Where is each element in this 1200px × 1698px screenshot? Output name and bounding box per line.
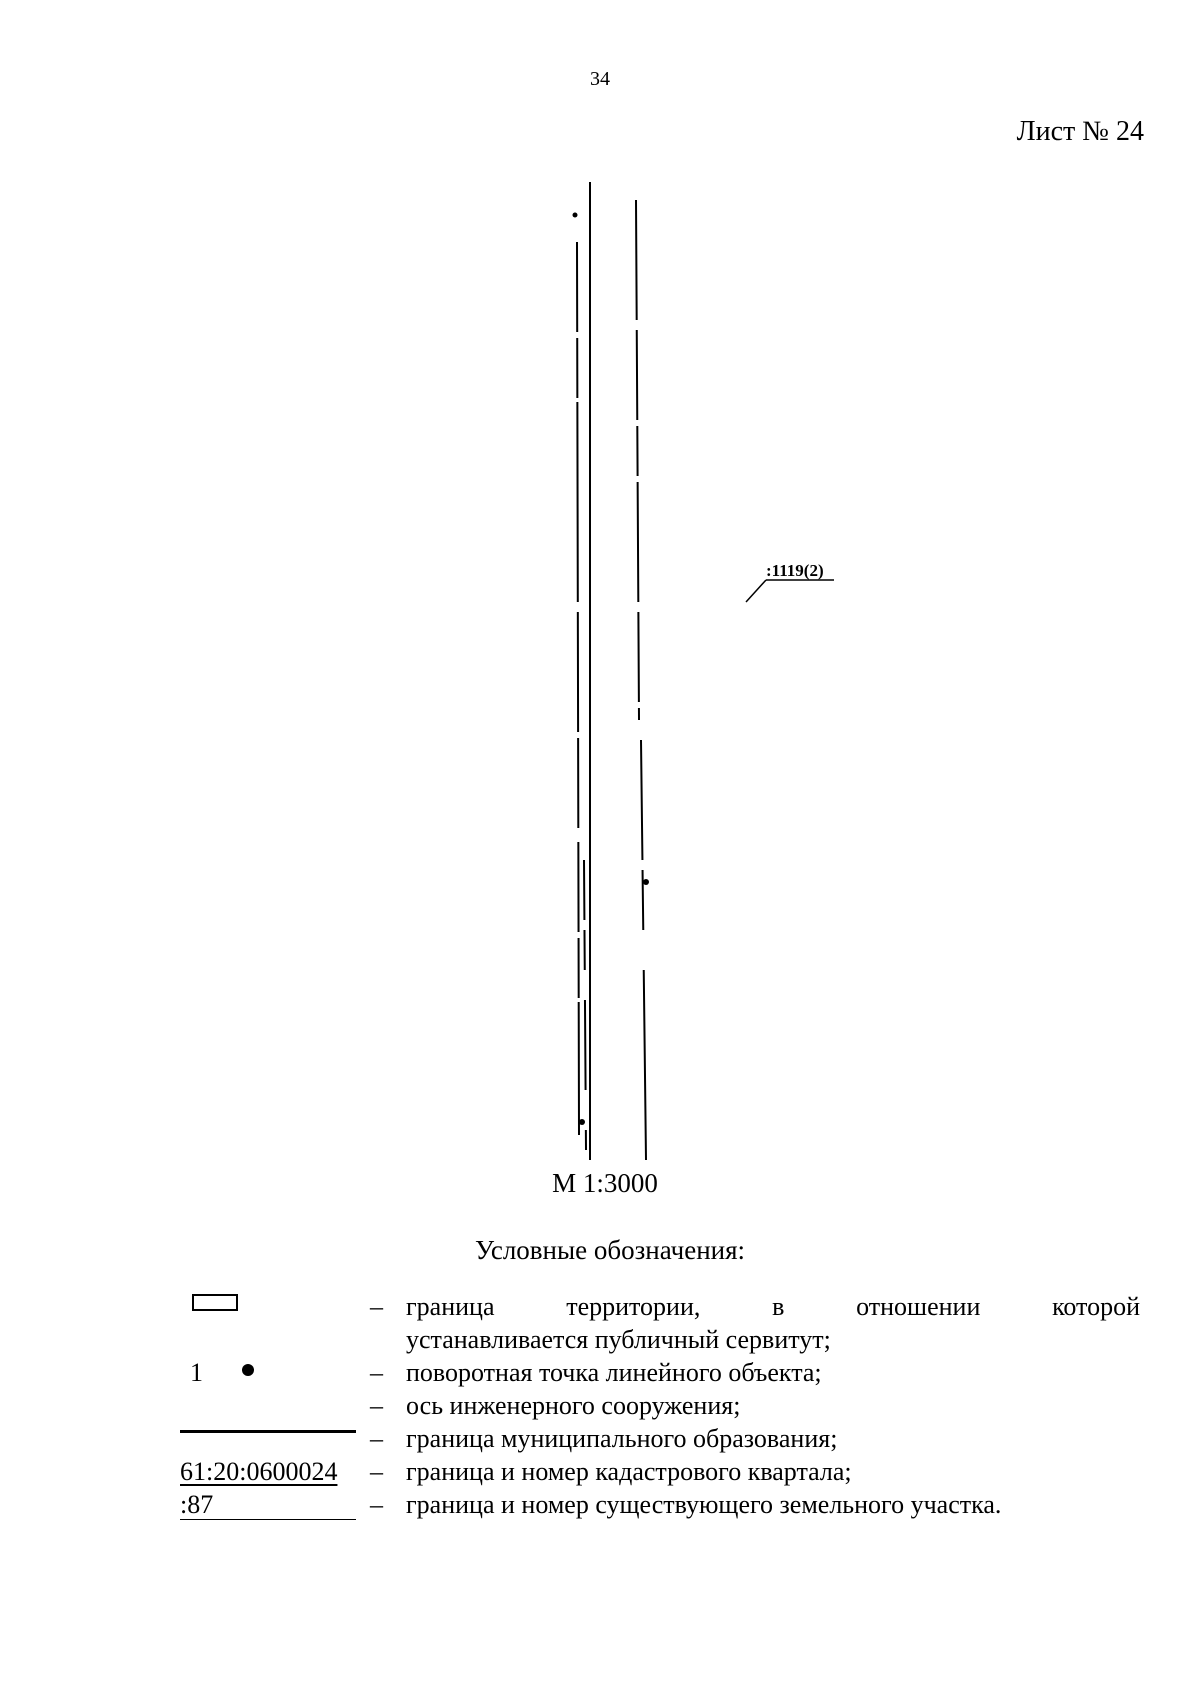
legend-dash: – bbox=[370, 1424, 383, 1453]
legend-row-quarter bbox=[180, 1455, 1140, 1488]
solid-line-icon bbox=[180, 1430, 356, 1433]
sheet-label: Лист № 24 bbox=[1016, 116, 1144, 147]
legend-description bbox=[406, 1290, 1140, 1356]
quarter-number: 61:20:0600024 bbox=[180, 1457, 338, 1486]
legend-dash: – bbox=[370, 1490, 383, 1519]
legend-description: поворотная точка линейного объекта; bbox=[406, 1358, 822, 1387]
legend bbox=[180, 1290, 1140, 1521]
turning-point bbox=[573, 213, 578, 218]
legend-dash: – bbox=[370, 1358, 383, 1387]
legend-row-axis bbox=[180, 1389, 1140, 1422]
legend-symbol-line bbox=[180, 1422, 356, 1455]
parcel-label: :1119(2) bbox=[766, 561, 824, 580]
rectangle-icon bbox=[192, 1294, 238, 1311]
legend-dash: – bbox=[370, 1292, 383, 1321]
legend-symbol-empty bbox=[180, 1389, 356, 1422]
boundary-line-mid bbox=[584, 860, 586, 1150]
page-number: 34 bbox=[590, 68, 610, 90]
legend-description-line: устанавливается публичный сервитут; bbox=[406, 1325, 831, 1354]
boundary-line-right-lower bbox=[641, 740, 646, 1160]
legend-description: граница и номер существующего земельного участка. bbox=[406, 1490, 1002, 1519]
legend-symbol-parcel bbox=[180, 1488, 356, 1521]
point-number: 1 bbox=[190, 1358, 203, 1387]
legend-symbol-quarter bbox=[180, 1455, 356, 1488]
turning-point bbox=[579, 1119, 585, 1125]
legend-title: Условные обозначения: bbox=[474, 1235, 746, 1265]
point-dot-icon bbox=[242, 1364, 254, 1376]
legend-description: граница муниципального образования; bbox=[406, 1424, 838, 1453]
parcel-leader-line bbox=[746, 580, 766, 602]
legend-dash: – bbox=[370, 1391, 383, 1420]
legend-row-parcel bbox=[180, 1488, 1140, 1521]
legend-row-turning-point bbox=[180, 1356, 1140, 1389]
legend-row-municipal bbox=[180, 1422, 1140, 1455]
legend-description-line: граница территории, в отношении которой bbox=[406, 1292, 1140, 1321]
legend-description: ось инженерного сооружения; bbox=[406, 1391, 741, 1420]
boundary-line-inner bbox=[577, 242, 579, 1135]
legend-row-servitude bbox=[180, 1290, 1140, 1356]
parcel-number: :87 bbox=[180, 1488, 356, 1520]
scale-label: М 1:3000 bbox=[552, 1168, 658, 1198]
legend-symbol-rectangle bbox=[180, 1290, 356, 1356]
boundary-line-right-upper bbox=[636, 200, 639, 720]
legend-symbol-point bbox=[180, 1356, 356, 1389]
turning-point bbox=[643, 879, 649, 885]
legend-description: граница и номер кадастрового квартала; bbox=[406, 1457, 852, 1486]
legend-dash: – bbox=[370, 1457, 383, 1486]
